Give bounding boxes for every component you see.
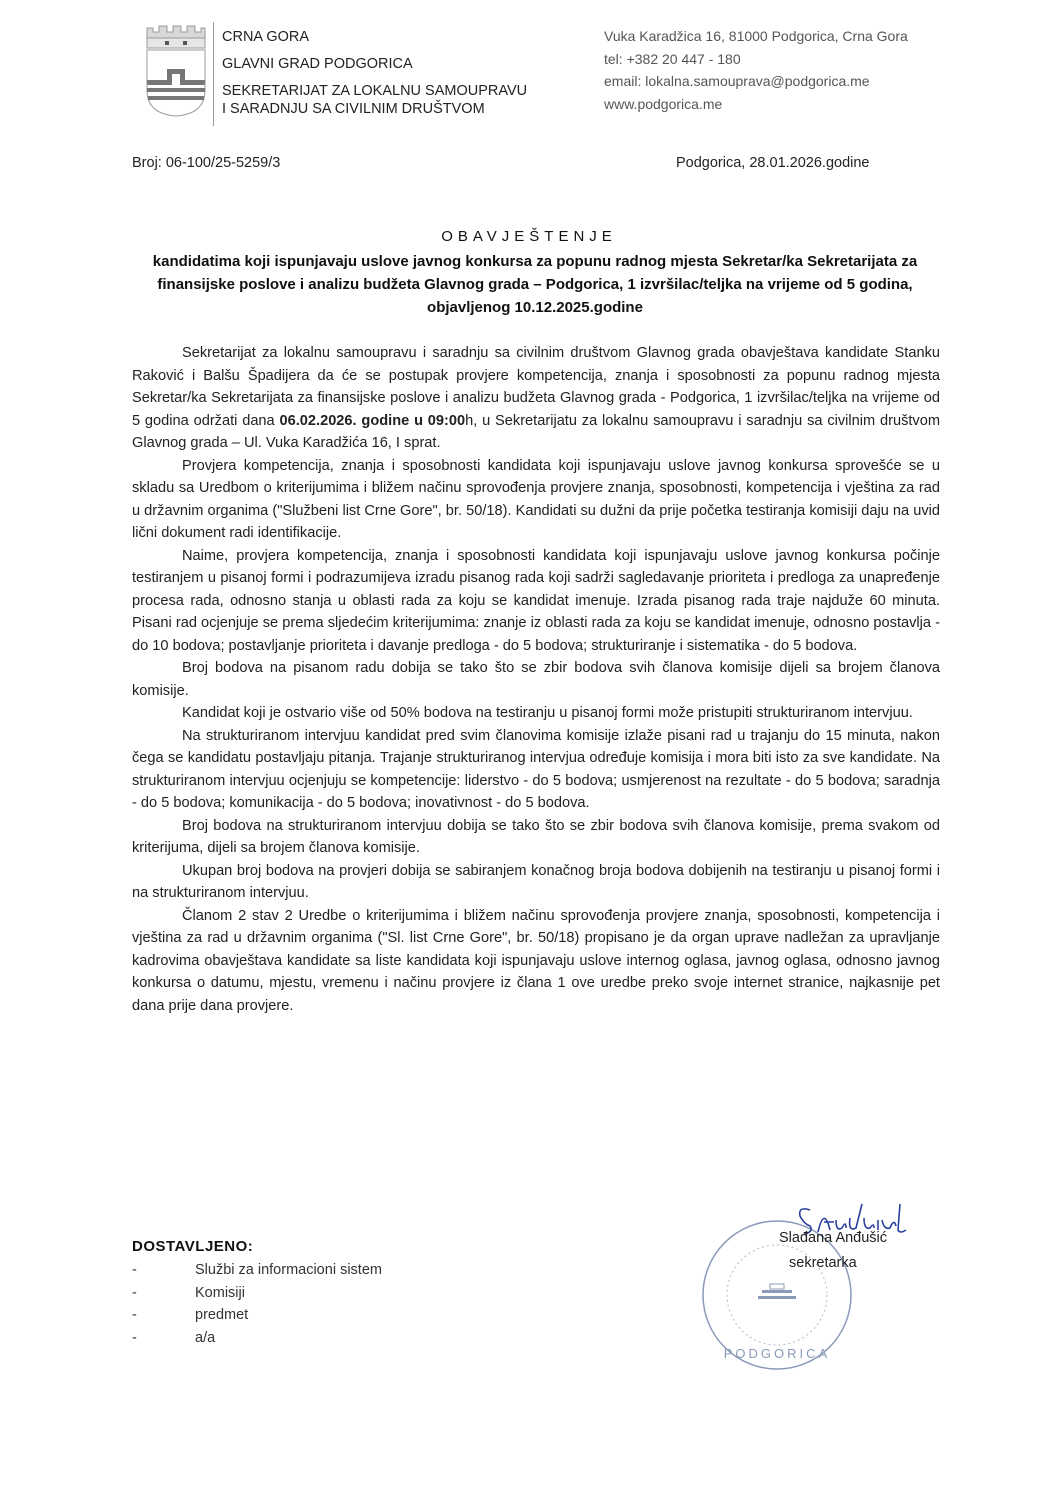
org-line: CRNA GORA (222, 29, 310, 45)
signature-block (700, 1200, 940, 1380)
distribution-item (132, 1304, 382, 1327)
org-line: I SARADNJU SA CIVILNIM DRUŠTVOM (222, 101, 485, 117)
distribution-list (132, 1238, 382, 1349)
signatory-role: sekretarka (789, 1255, 857, 1271)
distribution-item (132, 1259, 382, 1282)
paragraph: Na strukturiranom intervjuu kandidat pred svim članovima komisije izlaže pisani rad u trajanju do 15 minuta, nakon čega se kandidatu postavljaju pitanja. Trajanje strukturiranog intervjua određuje komisija i mora biti isto za sve kandidate. Na strukturiranom intervjuu ocjenjuju se kompetencije: liderstvo - do 5 bodova; usmjerenost na rezultate - do 5 bodova; saradnja - do 5 bodova; komunikacija - do 5 bodova; inovativnost - do 5 bodova. (132, 727, 940, 811)
document-subtitle: kandidatima koji ispunjavaju uslove javnog konkursa za popunu radnog mjesta Sekretar/ka Sekretarijata za finansijske poslove i analizu budžeta Glavnog grada – Podgorica, 1 izvršilac/teljka na vrijeme od 5 godina, objavljenog 10.12.2025.godine (152, 253, 918, 316)
list-dash: - (132, 1307, 137, 1323)
list-dash: - (132, 1262, 137, 1278)
reference-number: Broj: 06-100/25-5259/3 (132, 155, 281, 171)
contact-website[interactable]: www.podgorica.me (604, 95, 723, 112)
svg-text:PODGORICA: PODGORICA (723, 1346, 831, 1361)
paragraph: Provjera kompetencija, znanja i sposobnosti kandidata koji ispunjavaju uslove javnog konkursa sprovešće se u skladu sa Uredbom o kriterijumima i bližem načinu sprovođenja provjere znanja, sposobnosti, kompetencija i vještina za rad u državnim organima ("Službeni list Crne Gore", br. 50/18). Kandidati su dužni da prije početka testiranja komisiji daju na uvid lični dokument radi identifikacije. (132, 457, 940, 541)
contact-address: Vuka Karadžica 16, 81000 Podgorica, Crna Gora (604, 28, 908, 44)
paragraph: Broj bodova na strukturiranom intervjuu dobija se tako što se zbir bodova svih članova komisije, prema svakom od kriterijuma, dijeli sa brojem članova komisije. (132, 817, 940, 856)
signatory-name: Slađana Anđušić (779, 1230, 888, 1246)
paragraph-text: Sekretarijat za lokalnu samoupravu i saradnju sa civilnim društvom Glavnog grada obavještava kandidate Stanku Raković i Balšu Špadijera da će se postupak provjere kompetencija, znanja i sposobnosti za popunu radnog mjesta Sekretar/ka Sekretarijata za finansijske poslove i analizu budžeta Glavnog grada - Podgorica, 1 izvršilac/teljka na vrijeme od 5 godina održati dana (132, 345, 940, 429)
paragraph: Kandidat koji je ostvario više od 50% bodova na testiranju u pisanoj formi može pristupiti strukturiranom intervjuu. (182, 705, 913, 721)
distribution-item (132, 1327, 382, 1350)
document-date: Podgorica, 28.01.2026.godine (676, 155, 870, 171)
coat-of-arms-icon (143, 24, 207, 118)
distribution-item (132, 1282, 382, 1305)
header-divider (213, 22, 214, 126)
list-dash: - (132, 1329, 137, 1346)
distribution-item-label: Komisiji (195, 1284, 245, 1301)
contact-info (604, 25, 908, 115)
exam-datetime: 06.02.2026. godine u 09:00 (279, 412, 466, 429)
list-dash: - (132, 1284, 137, 1301)
org-line: GLAVNI GRAD PODGORICA (222, 56, 413, 72)
paragraph-text: h, u Sekretarijatu za lokalnu samoupravu i saradnju sa civilnim društvom Glavnog grada – Ul. Vuka Karadžića 16, I sprat. (132, 412, 940, 451)
document-body (132, 342, 940, 1017)
organization-name (222, 28, 527, 118)
distribution-item-label: predmet (195, 1307, 249, 1323)
distribution-item-label: a/a (195, 1329, 216, 1346)
distribution-item-label: Službi za informacioni sistem (195, 1262, 382, 1278)
distribution-title: DOSTAVLJENO: (132, 1238, 254, 1255)
document-title: OBAVJEŠTENJE (441, 228, 617, 245)
contact-phone: tel: +382 20 447 - 180 (604, 50, 741, 67)
org-line: SEKRETARIJAT ZA LOKALNU SAMOUPRAVU (222, 83, 528, 99)
paragraph: Članom 2 stav 2 Uredbe o kriterijumima i bližem načinu sprovođenja provjere znanja, sposobnosti, kompetencija i vještina za rad u državnim organima ("Sl. list Crne Gore", br. 50/18) propisano je da organ uprave nadležan za upravljanje kadrovima obavještava kandidate sa liste kandidata koji ispunjavaju uslove internog oglasa, javnog oglasa, odnosno javnog konkursa o datumu, mjestu, vremenu i načinu provjere iz člana 1 ove uredbe preko svoje internet stranice, najkasnije pet dana prije dana provjere. (132, 907, 940, 1014)
paragraph: Ukupan broj bodova na provjeri dobija se sabiranjem konačnog broja bodova dobijenih na testiranju u pisanoj formi i na strukturiranom intervjuu. (132, 862, 940, 901)
contact-email[interactable]: email: lokalna.samouprava@podgorica.me (604, 73, 870, 89)
paragraph: Naime, provjera kompetencija, znanja i sposobnosti kandidata koji ispunjavaju uslove javnog konkursa počinje testiranjem u pisanoj formi i podrazumijeva izradu pisanog rada koji sadrži sagledavanje prioriteta i predloga za unapređenje procesa rada, odnosno stanja u oblasti rada za koju se kandidat imenuje. Izrada pisanog rada traje najduže 60 minuta. Pisani rad ocjenjuje se prema sljedećim kriterijumima: znanje iz oblasti rada za koju se kandidat imenuje, odnosno postavlja - do 10 bodova; postavljanje prioriteta i davanje predloga - do 5 bodova; strukturiranje i sistematika - do 5 bodova. (132, 547, 940, 654)
paragraph (132, 342, 940, 455)
paragraph: Broj bodova na pisanom radu dobija se tako što se zbir bodova svih članova komisije dijeli sa brojem članova komisije. (132, 660, 940, 699)
